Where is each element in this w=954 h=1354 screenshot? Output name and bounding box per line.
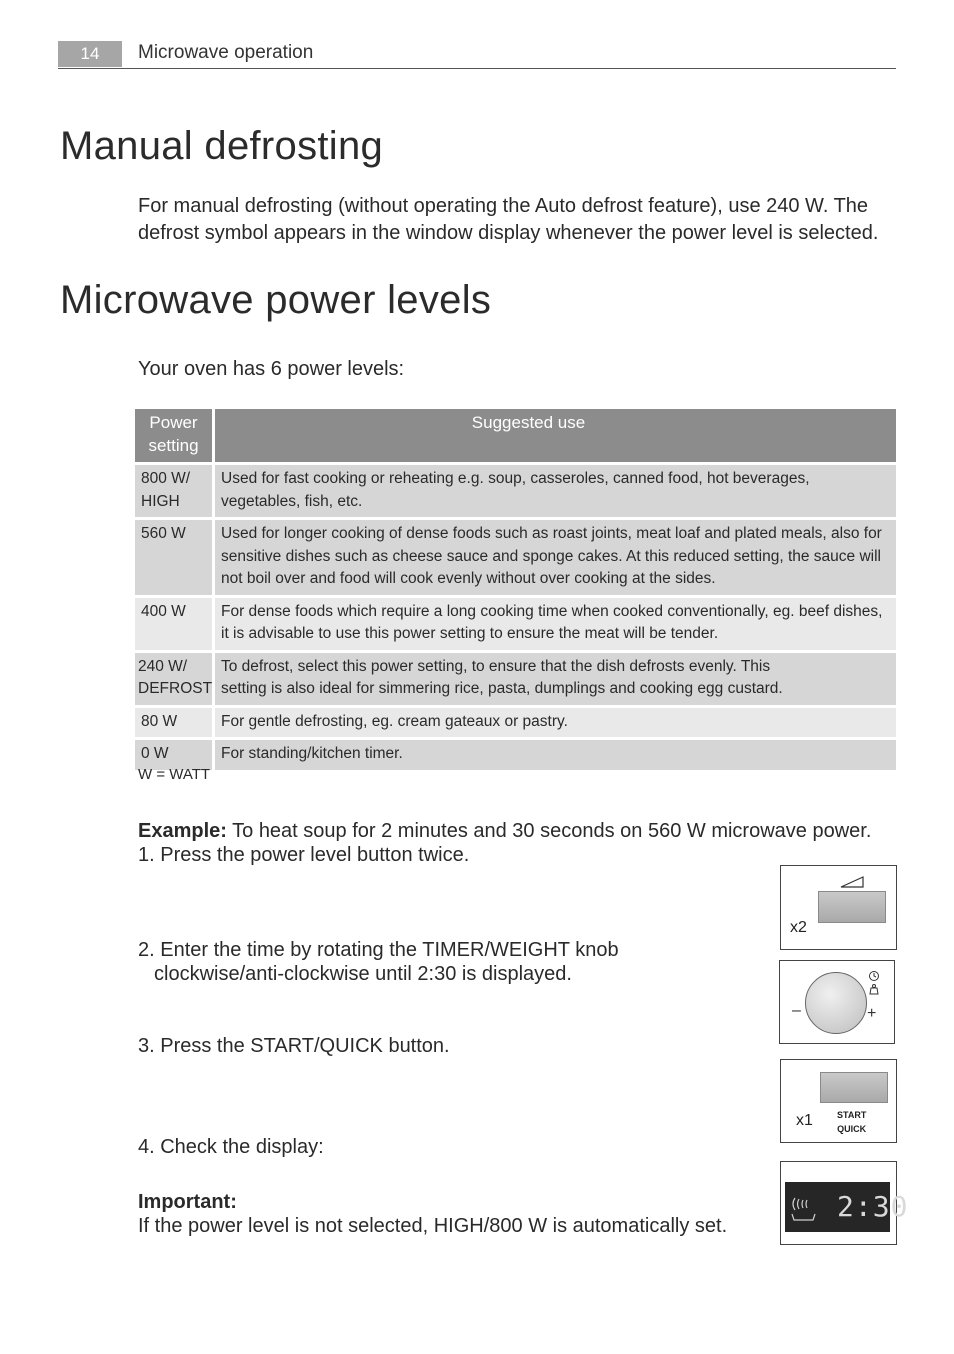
power-levels-heading: Microwave power levels — [60, 278, 492, 322]
table-row — [135, 740, 896, 770]
step-4: 4. Check the display: — [138, 1136, 324, 1158]
defrost-symbol-icon — [789, 1194, 825, 1222]
suggested-use-cell: For gentle defrosting, eg. cream gateaux or pastry. — [215, 708, 896, 738]
header-divider — [58, 68, 896, 69]
suggested-use-cell — [215, 653, 896, 705]
timer-weight-knob — [805, 972, 867, 1034]
step-2-line2: clockwise/anti-clockwise until 2:30 is displayed. — [154, 963, 572, 985]
important-label: Important: — [138, 1191, 237, 1213]
power-level-button — [818, 891, 886, 923]
timer-weight-icons — [868, 970, 882, 998]
header-power-setting-line1: Power — [149, 413, 198, 432]
header-power-setting — [135, 409, 215, 462]
example-label: Example: — [138, 820, 227, 842]
use-line2: setting is also ideal for simmering rice, pasta, dumplings and cooking egg custard. — [221, 680, 783, 697]
power-levels-table — [135, 406, 896, 773]
knob-plus-label: + — [867, 1005, 877, 1022]
power-setting-cell: 0 W — [135, 740, 215, 770]
use-line1: To defrost, select this power setting, to ensure that the dish defrosts evenly. This — [221, 657, 771, 675]
setting-line2: HIGH — [141, 492, 180, 510]
header-power-setting-line2: setting — [148, 436, 199, 455]
suggested-use-cell: Used for longer cooking of dense foods such as roast joints, meat loaf and plated meals, also for sensitive dishes such as cheese sauce and sponge cakes. At this reduced setting, the sauce will not boil over and food will cook evenly without over cooking at the sides. — [215, 520, 896, 595]
display-time: 2:30 — [837, 1190, 909, 1223]
suggested-use-cell: Used for fast cooking or reheating e.g. soup, casseroles, canned food, hot beverages, vegetables, fish, etc. — [215, 465, 896, 517]
knob-minus-label: – — [792, 1002, 801, 1019]
display-illustration — [780, 1161, 909, 1245]
page-number: 14 — [58, 41, 122, 67]
watt-footnote: W = WATT — [138, 766, 211, 783]
power-levels-intro: Your oven has 6 power levels: — [138, 358, 405, 380]
power-press-count: x2 — [790, 919, 807, 936]
manual-defrosting-body-line1: For manual defrosting (without operating the Auto defrost feature), use 240 W. The — [138, 195, 869, 217]
example-line — [138, 819, 871, 843]
setting-line1: 240 W/ — [138, 657, 188, 675]
power-setting-cell — [135, 465, 215, 517]
setting-line2: DEFROST — [138, 680, 213, 697]
step-1: 1. Press the power level button twice. — [138, 844, 470, 866]
step-3: 3. Press the START/QUICK button. — [138, 1035, 450, 1057]
table-header-row — [135, 409, 896, 462]
suggested-use-cell: For dense foods which require a long cooking time when cooked conventionally, eg. beef dishes, it is advisable to use this power setting to ensure the meat will be tender. — [215, 598, 896, 650]
power-setting-cell: 560 W — [135, 520, 215, 595]
start-label: START — [837, 1110, 867, 1120]
power-setting-cell: 400 W — [135, 598, 215, 650]
power-level-icon — [839, 875, 867, 889]
timer-knob-illustration — [779, 960, 895, 1044]
table-row — [135, 708, 896, 738]
table-row — [135, 598, 896, 650]
oven-display — [785, 1182, 909, 1232]
example-text: To heat soup for 2 minutes and 30 seconds on 560 W microwave power. — [226, 820, 872, 842]
manual-defrosting-body-line2: defrost symbol appears in the window display whenever the power level is selected. — [138, 222, 879, 244]
step-2-line1: 2. Enter the time by rotating the TIMER/WEIGHT knob — [138, 939, 619, 961]
important-text: If the power level is not selected, HIGH/800 W is automatically set. — [138, 1215, 728, 1237]
start-quick-label — [837, 1108, 866, 1136]
start-quick-button — [820, 1072, 888, 1103]
power-button-illustration — [780, 865, 897, 950]
setting-line1: 800 W/ — [141, 470, 191, 487]
table-row — [135, 520, 896, 595]
power-setting-cell: 80 W — [135, 708, 215, 738]
header-suggested-use: Suggested use — [215, 409, 896, 462]
section-title: Microwave operation — [138, 42, 314, 63]
start-press-count: x1 — [796, 1112, 813, 1129]
start-button-illustration — [780, 1059, 897, 1143]
suggested-use-cell: For standing/kitchen timer. — [215, 740, 896, 770]
manual-defrosting-heading: Manual defrosting — [60, 124, 384, 168]
table-row — [135, 653, 896, 705]
quick-label: QUICK — [837, 1124, 867, 1134]
table-row — [135, 465, 896, 517]
power-setting-cell — [135, 653, 215, 705]
